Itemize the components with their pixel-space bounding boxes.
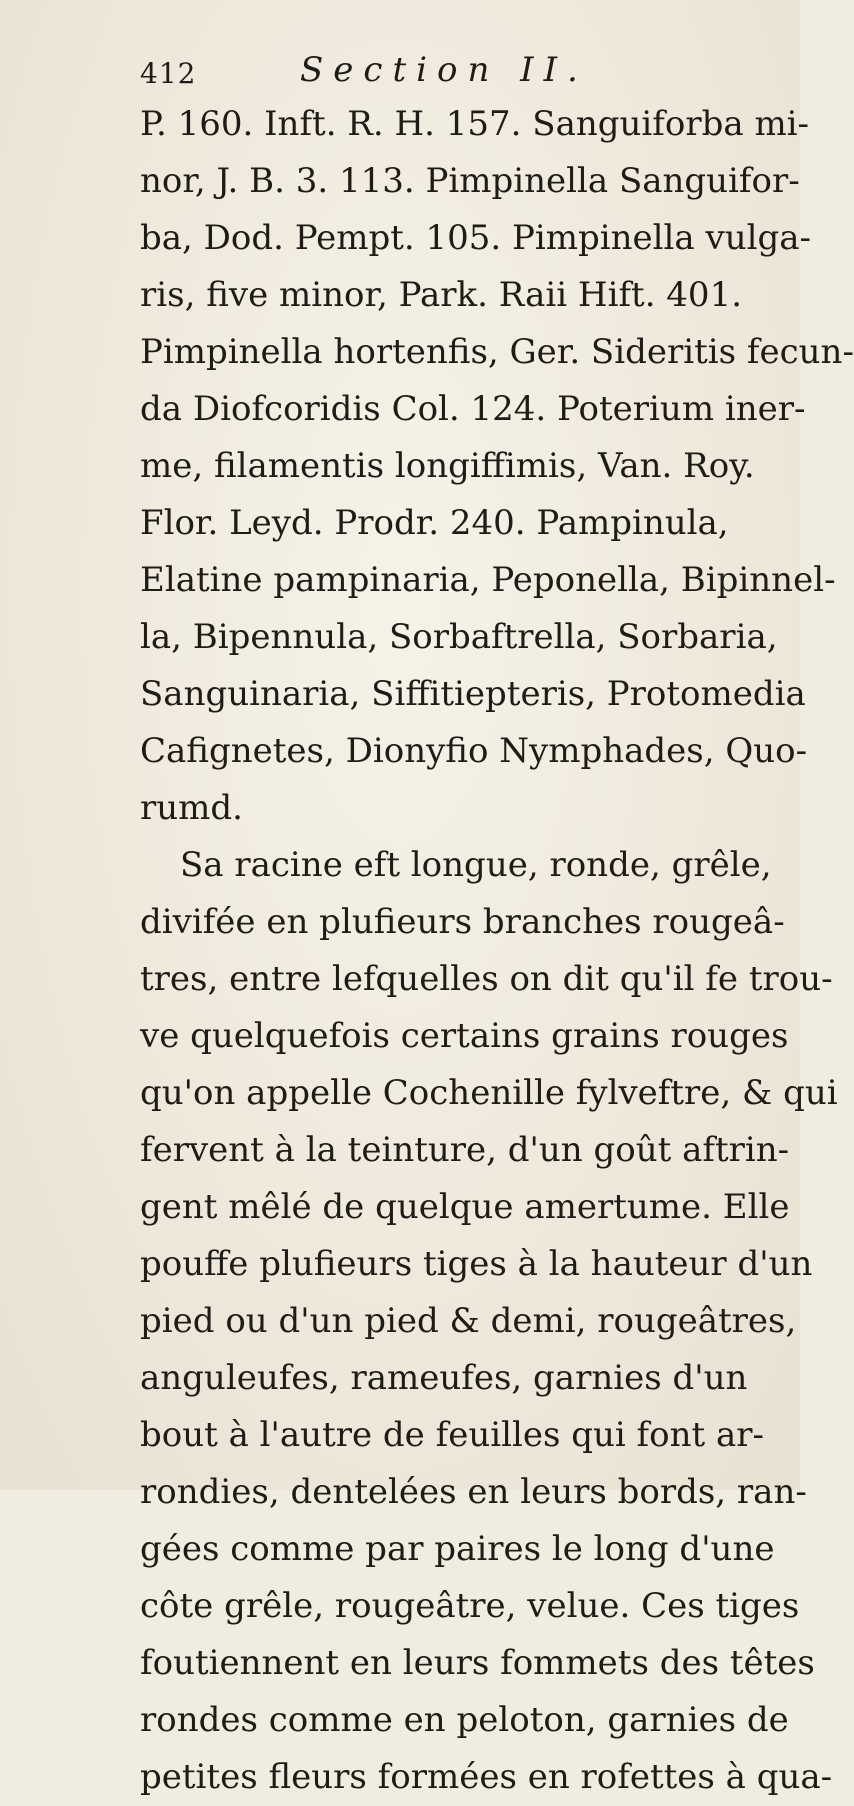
running-head: Section II.	[300, 50, 588, 90]
text-line: fervent à la teinture, d'un goût aftrin-	[140, 1130, 790, 1170]
text-line: rumd.	[140, 788, 243, 828]
text-line: nor, J. B. 3. 113. Pimpinella Sanguifor-	[140, 161, 800, 201]
text-line: la, Bipennula, Sorbaftrella, Sorbaria,	[140, 617, 778, 657]
text-line: gées comme par paires le long d'une	[140, 1529, 775, 1569]
text-line: petites fleurs formées en rofettes à qua-	[140, 1757, 833, 1797]
text-line: divifée en plufieurs branches rougeâ-	[140, 902, 785, 942]
text-line: me, filamentis longiffimis, Van. Roy.	[140, 446, 755, 486]
text-line: Elatine pampinaria, Peponella, Bipinnel-	[140, 560, 836, 600]
text-line: pied ou d'un pied & demi, rougeâtres,	[140, 1301, 797, 1341]
text-line: côte grêle, rougeâtre, velue. Ces tiges	[140, 1586, 800, 1626]
text-line: gent mêlé de quelque amertume. Elle	[140, 1187, 790, 1227]
text-line: Pimpinella hortenfis, Ger. Sideritis fecun-	[140, 332, 854, 372]
text-line: rondies, dentelées en leurs bords, ran-	[140, 1472, 807, 1512]
text-line: pouffe plufieurs tiges à la hauteur d'un	[140, 1244, 813, 1284]
body-text	[140, 96, 854, 1806]
page-number: 412	[140, 57, 197, 90]
page-header	[140, 40, 720, 90]
text-line: ve quelquefois certains grains rouges	[140, 1016, 789, 1056]
text-line: tres, entre lefquelles on dit qu'il fe trou-	[140, 959, 833, 999]
text-line: foutiennent en leurs fommets des têtes	[140, 1643, 815, 1683]
text-line: qu'on appelle Cochenille fylveftre, & qui	[140, 1073, 838, 1113]
text-line: bout à l'autre de feuilles qui font ar-	[140, 1415, 764, 1455]
text-line: da Diofcoridis Col. 124. Poterium iner-	[140, 389, 806, 429]
text-line: ba, Dod. Pempt. 105. Pimpinella vulga-	[140, 218, 812, 258]
text-line: Sanguinaria, Siffitiepteris, Protomedia	[140, 674, 806, 714]
text-line: P. 160. Inft. R. H. 157. Sanguiforba mi-	[140, 104, 810, 144]
text-line: rondes comme en peloton, garnies de	[140, 1700, 789, 1740]
paragraph-start-line: Sa racine eft longue, ronde, grêle,	[180, 845, 772, 885]
text-line: Flor. Leyd. Prodr. 240. Pampinula,	[140, 503, 729, 543]
text-line: Cafignetes, Dionyfio Nymphades, Quo-	[140, 731, 808, 771]
text-line: anguleufes, rameufes, garnies d'un	[140, 1358, 748, 1398]
text-line: ris, five minor, Park. Raii Hift. 401.	[140, 275, 743, 315]
